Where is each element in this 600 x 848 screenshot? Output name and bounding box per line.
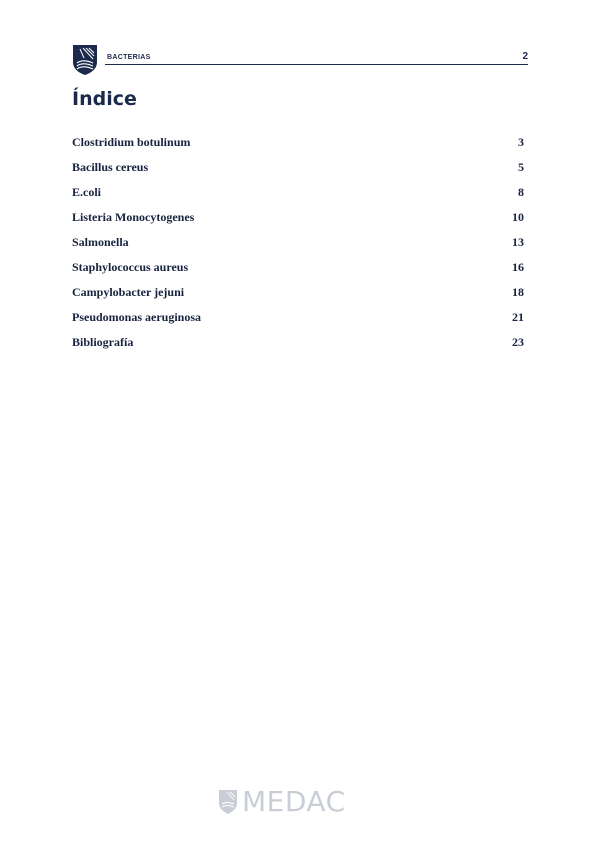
header-section-title: BACTERIAS — [107, 54, 151, 61]
toc-entry-page: 21 — [512, 310, 524, 324]
toc-entry-label: E.coli — [72, 185, 101, 199]
medac-shield-logo-icon — [72, 44, 98, 76]
toc-entry-label: Pseudomonas aeruginosa — [72, 310, 202, 324]
medac-shield-logo-icon — [218, 789, 238, 815]
page-header — [72, 44, 528, 76]
toc-entry[interactable] — [72, 309, 524, 334]
toc-entry-label: Clostridium botulinum — [72, 135, 191, 149]
table-of-contents — [72, 134, 524, 359]
toc-entry-page: 5 — [518, 160, 524, 174]
footer-brand-name: MEDAC — [242, 785, 346, 818]
toc-entry[interactable] — [72, 259, 524, 284]
header-divider — [105, 64, 528, 65]
toc-entry-page: 16 — [512, 260, 524, 274]
toc-entry[interactable] — [72, 134, 524, 159]
toc-entry[interactable] — [72, 209, 524, 234]
toc-entry[interactable] — [72, 334, 524, 359]
toc-entry-page: 18 — [512, 285, 524, 299]
toc-entry[interactable] — [72, 184, 524, 209]
toc-entry-label: Salmonella — [72, 235, 129, 249]
page-title: Índice — [72, 88, 137, 110]
toc-entry-label: Listeria Monocytogenes — [72, 210, 195, 224]
toc-entry[interactable] — [72, 284, 524, 309]
toc-entry-page: 3 — [518, 135, 524, 149]
toc-entry-page: 23 — [512, 335, 524, 349]
toc-entry-page: 10 — [512, 210, 524, 224]
toc-entry-label: Bacillus cereus — [72, 160, 149, 174]
toc-entry-label: Bibliografía — [72, 335, 134, 349]
header-page-number: 2 — [522, 51, 528, 62]
toc-entry-label: Campylobacter jejuni — [72, 285, 185, 299]
toc-entry-page: 13 — [512, 235, 524, 249]
toc-entry-page: 8 — [518, 185, 524, 199]
toc-entry-label: Staphylococcus aureus — [72, 260, 189, 274]
footer-brand-logo — [218, 786, 378, 818]
toc-entry[interactable] — [72, 234, 524, 259]
toc-entry[interactable] — [72, 159, 524, 184]
